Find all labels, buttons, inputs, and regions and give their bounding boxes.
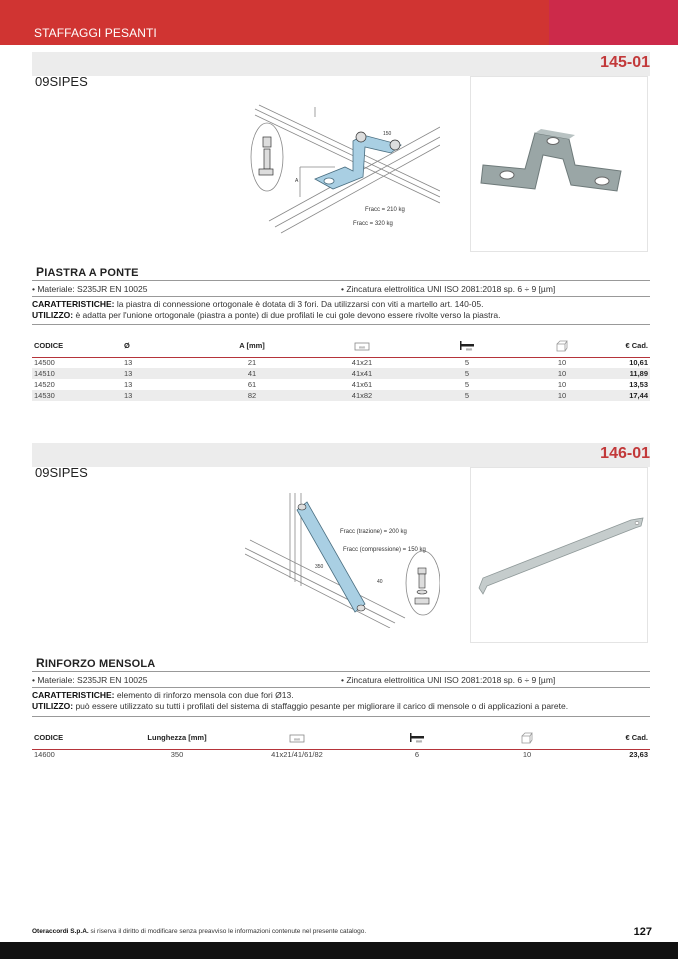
section-header-bar <box>0 0 678 45</box>
col-codice: CODICE <box>32 335 122 357</box>
col-min-qty <box>362 727 472 749</box>
svg-text:A: A <box>295 178 299 184</box>
footer-bar <box>0 942 678 959</box>
svg-text:mm: mm <box>416 739 423 744</box>
profile-size-icon <box>354 342 370 351</box>
product-title: PIASTRA A PONTE <box>36 265 139 279</box>
product-description: CARATTERISTICHE: elemento di rinforzo mensola con due fori Ø13. UTILIZZO: può essere utilizzato su tutti i profilati del sistema di staffaggio pesante per migliorare il carico di mensole o di applicazioni a parete. <box>32 690 569 711</box>
col-min-qty <box>412 335 522 357</box>
width-label: 40 <box>377 579 383 585</box>
min-qty-icon <box>409 732 425 743</box>
brace-photo <box>471 468 647 642</box>
length-label: 350 <box>315 564 324 570</box>
min-qty-icon <box>459 340 475 351</box>
col-length: Lunghezza [mm] <box>122 727 232 749</box>
divider <box>32 687 650 688</box>
force-label-1: Fracc = 210 kg <box>365 207 405 213</box>
profile-size-icon <box>289 734 305 743</box>
bridge-plate-photo <box>471 77 647 251</box>
coating-spec: • Zincatura elettrolitica UNI ISO 2081:2018 sp. 6 ÷ 9 [µm] <box>341 284 556 294</box>
table-row: 14520 13 61 41x61 5 10 13,53 <box>34 380 648 389</box>
divider <box>32 280 650 281</box>
col-diameter: Ø <box>122 335 192 357</box>
product-code: 146-01 <box>600 445 650 462</box>
assembly-diagram-bridge-plate <box>245 97 440 237</box>
product-table <box>32 335 650 401</box>
product-title: RINFORZO MENSOLA <box>36 656 156 670</box>
force-tension-label: Fracc (trazione) = 200 kg <box>340 529 407 535</box>
brand-label: 09SIPES <box>35 465 88 480</box>
svg-text:mm: mm <box>466 347 473 352</box>
material-spec: • Materiale: S235JR EN 10025 <box>32 675 148 685</box>
company-name: Oteraccordi S.p.A. <box>32 928 89 935</box>
product-code: 145-01 <box>600 54 650 71</box>
table-header-row <box>32 335 650 357</box>
coating-spec: • Zincatura elettrolitica UNI ISO 2081:2018 sp. 6 ÷ 9 [µm] <box>341 675 556 685</box>
table-row: 14510 13 41 41x41 5 10 11,89 <box>34 369 648 378</box>
col-profile <box>232 727 362 749</box>
section-title: STAFFAGGI PESANTI <box>34 26 157 40</box>
product-photo-box <box>470 467 648 643</box>
force-label-2: Fracc = 320 kg <box>353 221 393 227</box>
col-price: € Cad. <box>602 335 650 357</box>
product-table <box>32 727 650 760</box>
col-box-qty <box>472 727 582 749</box>
col-price: € Cad. <box>582 727 650 749</box>
col-profile <box>312 335 412 357</box>
svg-text:mm: mm <box>359 345 366 349</box>
force-compression-label: Fracc (compressione) = 150 kg <box>343 547 426 553</box>
product-code-band <box>32 443 650 467</box>
svg-text:mm: mm <box>294 737 301 741</box>
page-number: 127 <box>633 926 652 938</box>
table-header-row <box>32 727 650 749</box>
table-row: 14530 13 82 41x82 5 10 17,44 <box>34 391 648 400</box>
col-box-qty <box>522 335 602 357</box>
footer-disclaimer: Oteraccordi S.p.A. si riserva il diritto di modificare senza preavviso le informazioni contenute nel presente catalogo. <box>32 928 367 935</box>
product-code-band <box>32 52 650 76</box>
col-a-mm: A [mm] <box>192 335 312 357</box>
product-description: CARATTERISTICHE: la piastra di connessione ortogonale è dotata di 3 fori. Da utilizzarsi con viti a martello art. 140-05. UTILIZZO: è adatta per l'unione ortogonale (piastra a ponte) di due profilati le cui gole devono essere rivolte verso la piastra. <box>32 299 501 320</box>
divider <box>32 716 650 717</box>
header-accent <box>549 0 678 45</box>
col-codice: CODICE <box>32 727 122 749</box>
box-qty-icon <box>555 340 569 352</box>
assembly-diagram-brace <box>245 488 440 628</box>
svg-text:150: 150 <box>383 131 392 137</box>
divider <box>32 324 650 325</box>
box-qty-icon <box>520 732 534 744</box>
table-row: 14500 13 21 41x21 5 10 10,61 <box>34 358 648 368</box>
product-photo-box <box>470 76 648 252</box>
material-spec: • Materiale: S235JR EN 10025 <box>32 284 148 294</box>
divider <box>32 296 650 297</box>
table-row: 14600 350 41x21/41/61/82 6 10 23,63 <box>34 750 648 760</box>
divider <box>32 671 650 672</box>
brand-label: 09SIPES <box>35 74 88 89</box>
